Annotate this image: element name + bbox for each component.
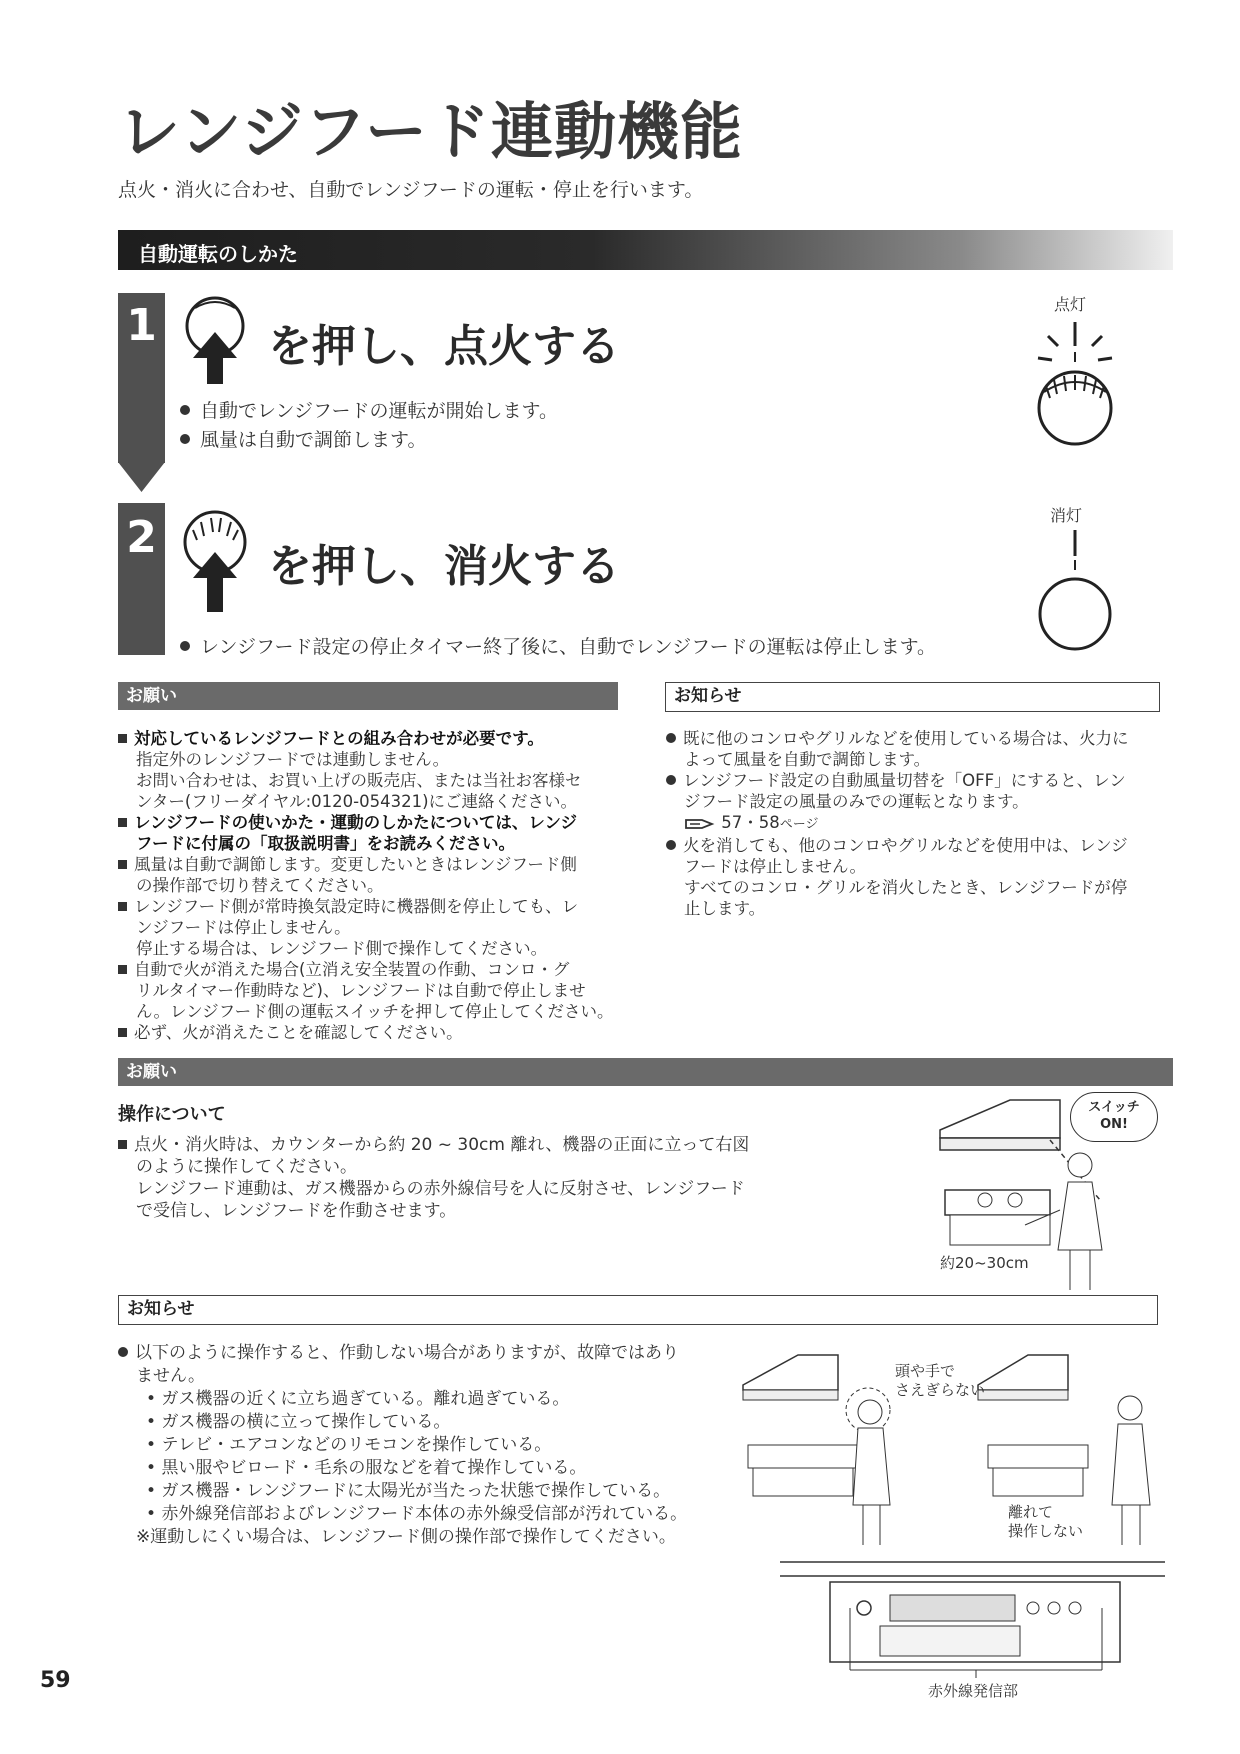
request-item-line: ンター(フリーダイヤル:0120-054321)にご連絡ください。 <box>136 792 578 811</box>
speech-line: ON! <box>1100 1117 1128 1132</box>
distance-label: 約20~30cm <box>940 1254 1029 1272</box>
request-item-line: レンジフード連動は、ガス機器からの赤外線信号を人に反射させ、レンジフード <box>136 1179 745 1199</box>
notice-item-line: すべてのコンロ・グリルを消火したとき、レンジフードが停 <box>684 878 1128 897</box>
step2-number: 2 <box>126 512 157 563</box>
request-header: お願い <box>118 1058 1173 1086</box>
section-header <box>118 230 1173 270</box>
request-operation-text <box>118 1134 768 1222</box>
notice-item: レンジフード設定の自動風量切替を「OFF」にすると、レン <box>666 770 1166 791</box>
step2-bullet-1: レンジフード設定の停止タイマー終了後に、自動でレンジフードの運転は停止します。 <box>180 632 936 659</box>
step1-bullet-1: 自動でレンジフードの運転が開始します。 <box>180 396 558 423</box>
page-subtitle: 点火・消火に合わせ、自動でレンジフードの運転・停止を行います。 <box>118 179 704 201</box>
knob-push-icon <box>175 290 255 390</box>
notice-item: 既に他のコンロやグリルなどを使用している場合は、火力に <box>666 728 1166 749</box>
notice-item: 火を消しても、他のコンロやグリルなどを使用中は、レンジ <box>666 835 1166 856</box>
notice-item-line: ません。 <box>136 1366 206 1386</box>
request-item: 風量は自動で調節します。変更したいときはレンジフード側 <box>118 854 618 875</box>
label-line: さえぎらない <box>895 1381 986 1399</box>
section-header-label: 自動運転のしかた <box>138 242 298 266</box>
request-item-line: 停止する場合は、レンジフード側で操作してください。 <box>136 939 548 958</box>
request-subheader: 操作について <box>118 1104 226 1125</box>
label-do-not-block <box>895 1362 985 1400</box>
step1-number: 1 <box>126 300 157 351</box>
notice-header: お知らせ <box>665 682 1160 712</box>
request-item: 対応しているレンジフードとの組み合わせが必要です。 <box>118 728 618 749</box>
page-reference: 57・58ページ <box>666 812 1166 835</box>
request-item-line: リルタイマー作動時など)、レンジフードは自動で停止しませ <box>136 981 586 1000</box>
indicator-on-label: 点灯 <box>1054 295 1087 314</box>
step2-title: を押し、消火する <box>268 541 620 592</box>
label-line: 頭や手で <box>895 1362 956 1380</box>
notice-item-line: 止します。 <box>684 899 766 918</box>
request-item: 必ず、火が消えたことを確認してください。 <box>118 1022 618 1043</box>
request-list <box>118 728 618 1043</box>
request-item-line: フードに付属の「取扱説明書」をお読みください。 <box>136 834 516 853</box>
request-item-line: ンジフードは停止しません。 <box>136 918 351 937</box>
speech-bubble <box>1070 1092 1158 1142</box>
knob-push-icon <box>175 502 255 622</box>
pointing-hand-icon <box>684 816 716 832</box>
knob-lit-icon <box>1020 318 1130 458</box>
notice-subitem: • 黒い服やビロード・毛糸の服などを着て操作している。 <box>146 1458 587 1478</box>
request-item: 自動で火が消えた場合(立消え安全装置の作動、コンロ・グ <box>118 959 618 980</box>
request-item: レンジフード側が常時換気設定時に機器側を停止しても、レ <box>118 896 618 917</box>
page-number: 59 <box>40 1668 71 1693</box>
notice-subitem: • ガス機器の横に立って操作している。 <box>146 1412 451 1432</box>
notice-item-line: フードは停止しません。 <box>684 857 866 876</box>
notice-list <box>666 728 1166 919</box>
label-do-not-stand-far <box>1008 1503 1083 1541</box>
request-item-line: 指定外のレンジフードでは連動しません。 <box>136 750 450 769</box>
request-item: 点火・消火時は、カウンターから約 20 ~ 30cm 離れ、機器の正面に立って右図 <box>118 1134 768 1156</box>
step1-bullet-2: 風量は自動で調節します。 <box>180 425 426 452</box>
notice-subitem: • 赤外線発信部およびレンジフード本体の赤外線受信部が汚れている。 <box>146 1504 688 1524</box>
request-header: お願い <box>118 682 618 710</box>
notice-item-line: ジフード設定の風量のみでの運転となります。 <box>684 792 1029 811</box>
request-item-line: お問い合わせは、お買い上げの販売店、または当社お客様セ <box>136 771 582 790</box>
ir-transmitter-label: 赤外線発信部 <box>928 1682 1019 1700</box>
notice-header: お知らせ <box>118 1295 1158 1325</box>
label-line: 離れて <box>1008 1503 1054 1521</box>
notice-list <box>118 1342 738 1549</box>
request-item-line: で受信し、レンジフードを作動させます。 <box>136 1201 457 1221</box>
request-item: レンジフードの使いかた・運動のしかたについては、レンジ <box>118 812 618 833</box>
request-item-line: の操作部で切り替えてください。 <box>136 876 384 895</box>
indicator-off-label: 消灯 <box>1050 506 1083 525</box>
notice-subitem: • ガス機器・レンジフードに太陽光が当たった状態で操作している。 <box>146 1481 671 1501</box>
label-line: 操作しない <box>1008 1522 1084 1540</box>
knob-unlit-icon <box>1020 526 1130 656</box>
step1-title: を押し、点火する <box>268 321 620 372</box>
request-item-line: のように操作してください。 <box>136 1157 357 1177</box>
request-item-line: ん。レンジフード側の運転スイッチを押して停止してください。 <box>136 1002 614 1021</box>
appliance-front-illustration <box>780 1560 1165 1680</box>
step-arrow-down-icon <box>118 462 165 492</box>
notice-subitem: • ガス機器の近くに立ち過ぎている。離れ過ぎている。 <box>146 1389 570 1409</box>
notice-item-line: よって風量を自動で調節します。 <box>684 750 931 769</box>
notice-subitem: • テレビ・エアコンなどのリモコンを操作している。 <box>146 1435 552 1455</box>
page-title: レンジフード連動機能 <box>118 95 744 168</box>
notice-item: 以下のように操作すると、作動しない場合がありますが、故障ではあり <box>118 1342 738 1365</box>
speech-line: スイッチ <box>1088 1100 1140 1115</box>
notice-footnote: ※運動しにくい場合は、レンジフード側の操作部で操作してください。 <box>136 1527 676 1547</box>
